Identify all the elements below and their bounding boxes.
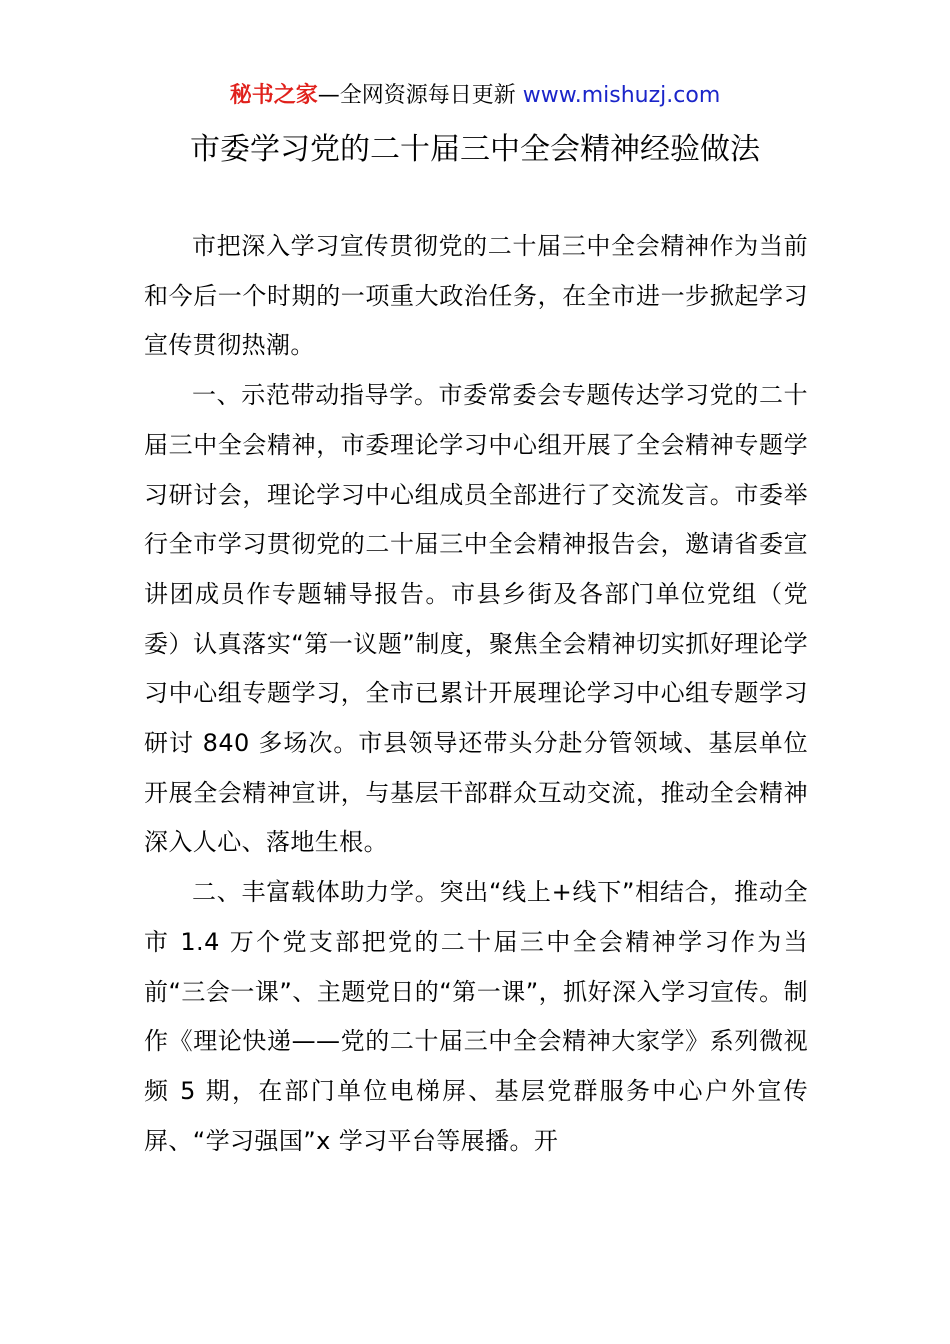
document-title: 市委学习党的二十届三中全会精神经验做法 (190, 132, 760, 167)
site-brand: 秘书之家 (229, 83, 318, 108)
site-header (0, 80, 950, 112)
paragraph-section-two: 二、丰富载体助力学。突出“线上+线下”相结合，推动全市 1.4 万个党支部把党的二十届三中全会精神学习作为当前“三会一课”、主题党日的“第一课”，抓好深入学习宣传。制作《理论快递——党的二十届三中全会精神大家学》系列微视频 5 期，在部门单位电梯屏、基层党群服务中心户外宣传屏、“学习强国”x 学习平台等展播。开 (144, 878, 808, 1155)
site-url-link[interactable]: www.mishuzj.com (522, 83, 721, 108)
document-body (144, 222, 808, 1166)
paragraph-intro: 市把深入学习宣传贯彻党的二十届三中全会精神作为当前和今后一个时期的一项重大政治任务，在全市进一步掀起学习宣传贯彻热潮。 (144, 232, 808, 360)
site-slogan: —全网资源每日更新 (317, 83, 523, 108)
paragraph-section-one: 一、示范带动指导学。市委常委会专题传达学习党的二十届三中全会精神，市委理论学习中心组开展了全会精神专题学习研讨会，理论学习中心组成员全部进行了交流发言。市委举行全市学习贯彻党的二十届三中全会精神报告会，邀请省委宣讲团成员作专题辅导报告。市县乡街及各部门单位党组（党委）认真落实“第一议题”制度，聚焦全会精神切实抓好理论学习中心组专题学习，全市已累计开展理论学习中心组专题学习研讨 840 多场次。市县领导还带头分赴分管领域、基层单位开展全会精神宣讲，与基层干部群众互动交流，推动全会精神深入人心、落地生根。 (144, 381, 808, 857)
